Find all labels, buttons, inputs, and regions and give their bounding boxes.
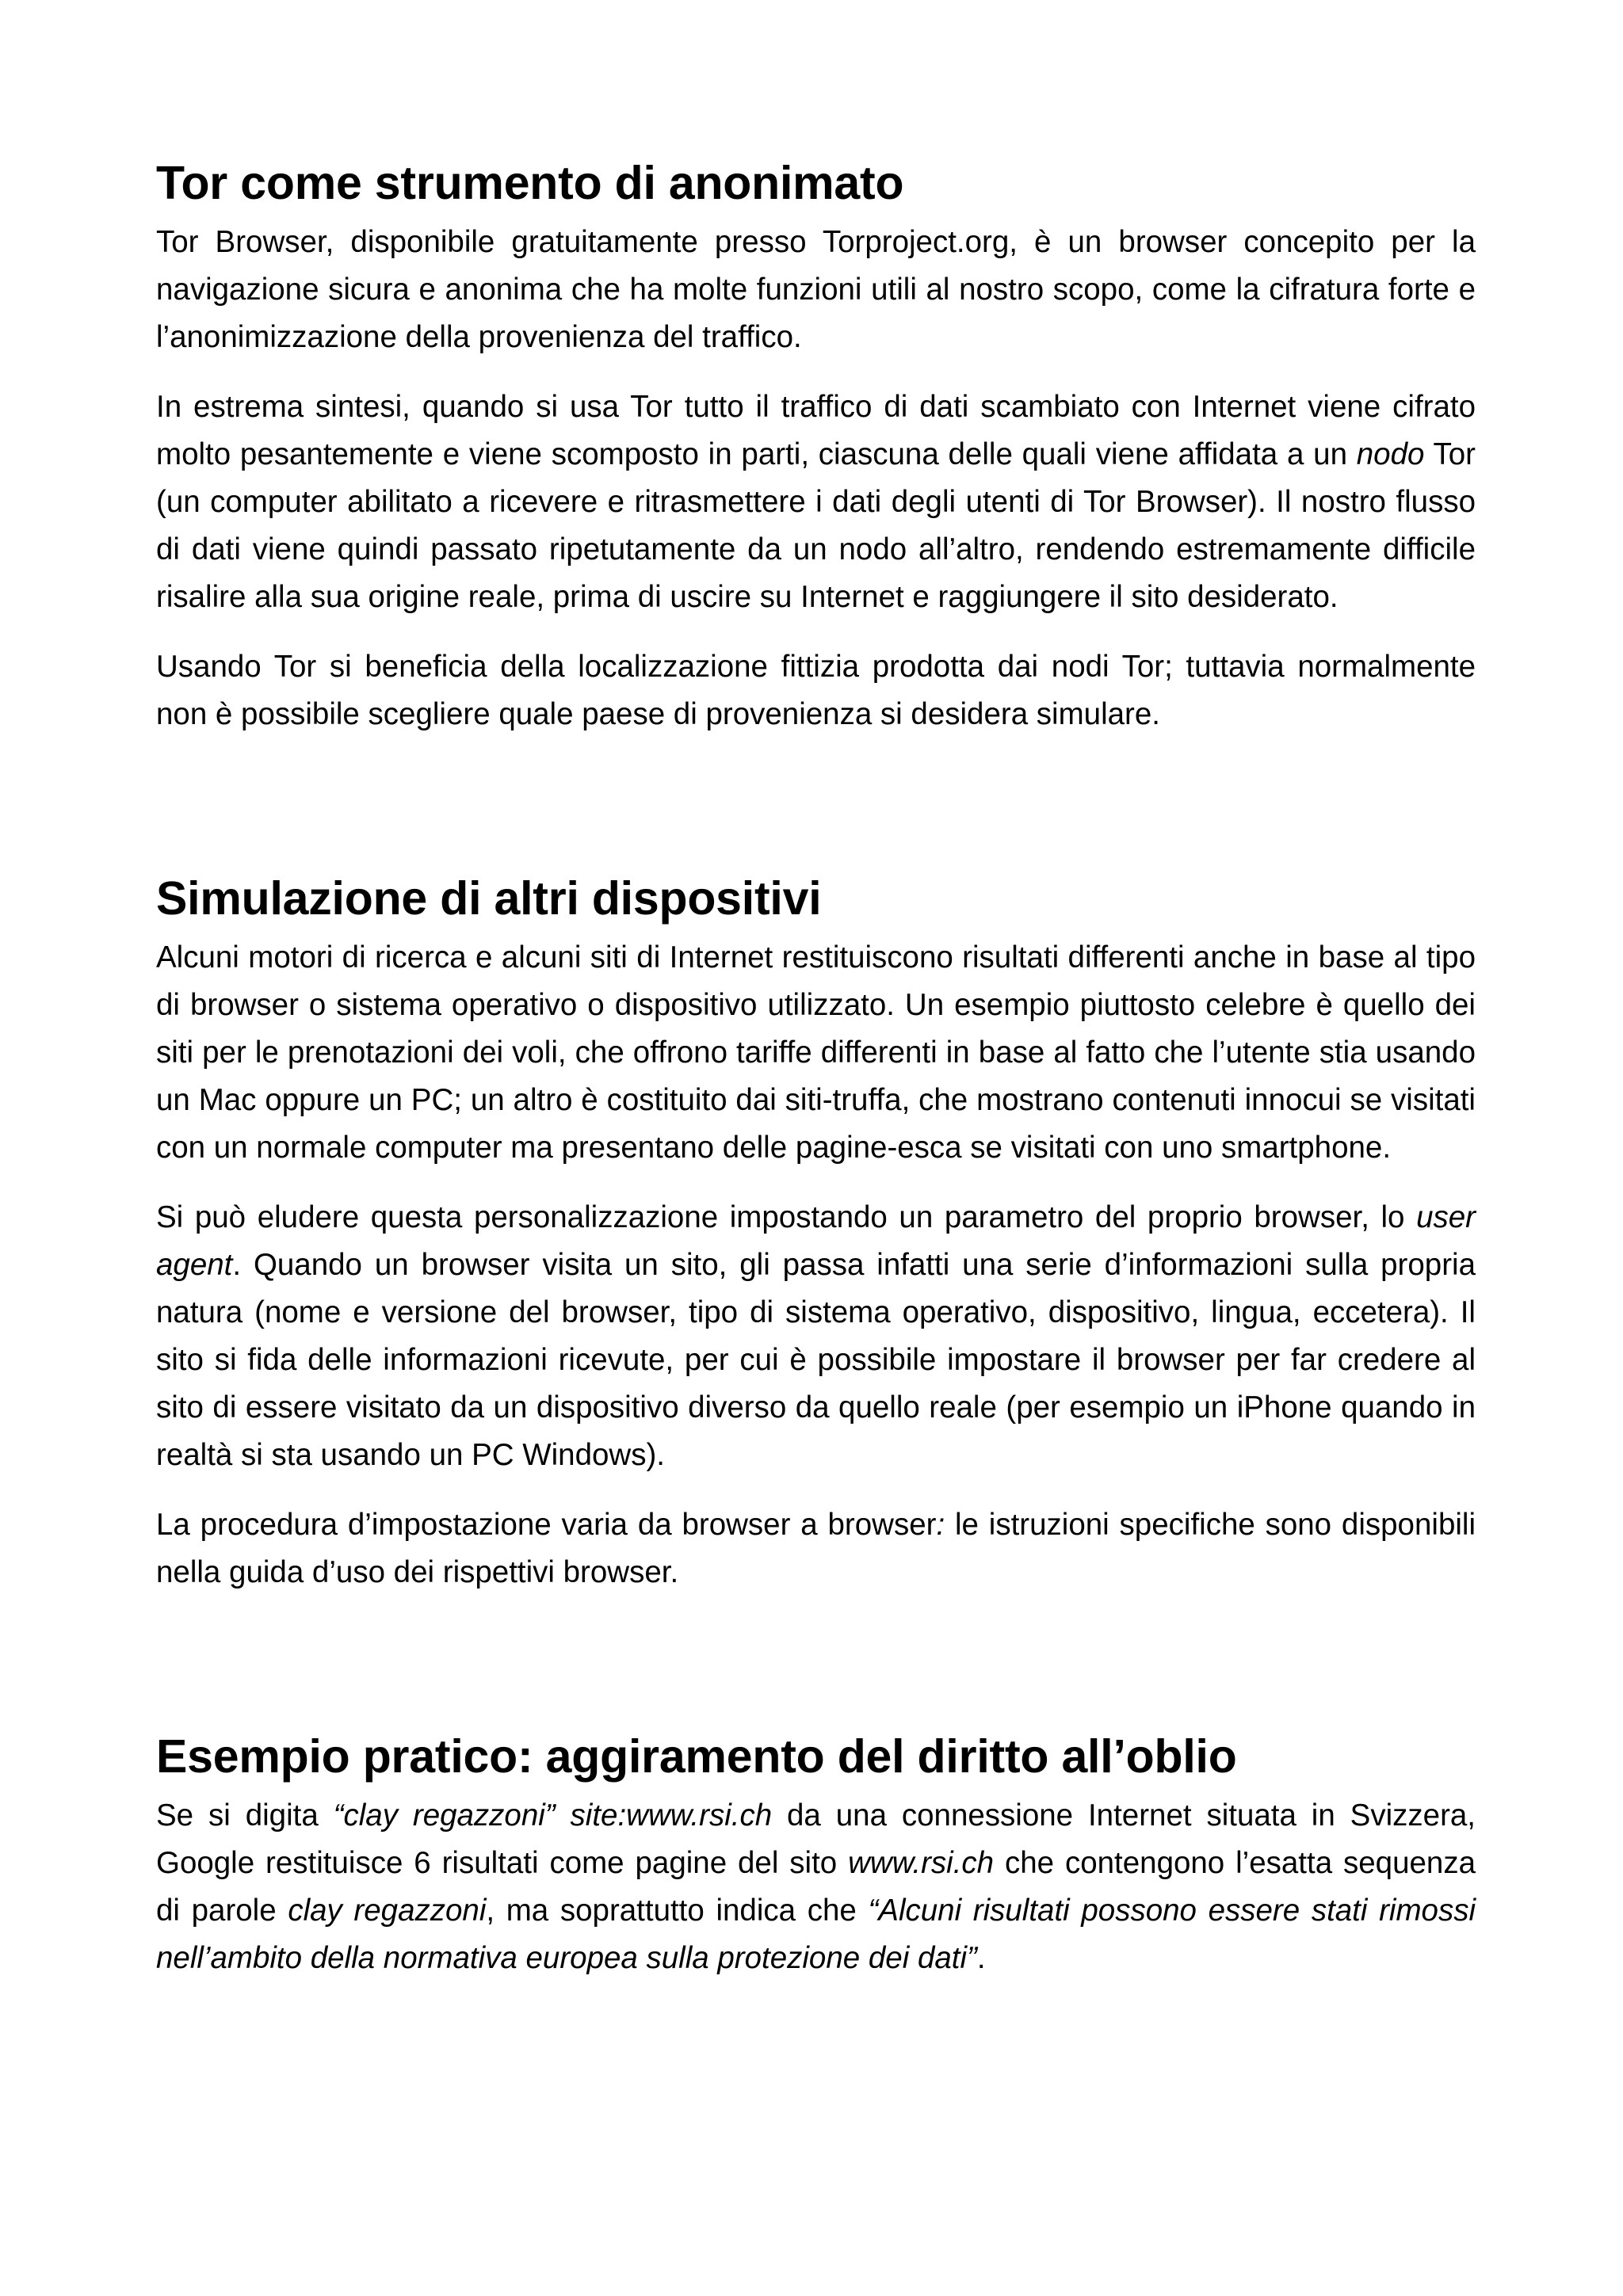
paragraph	[156, 643, 1476, 738]
italic-run: user agent	[156, 1200, 1476, 1282]
section-title: Esempio pratico: aggiramento del diritto all’oblio	[156, 1730, 1237, 1783]
paragraph	[156, 1792, 1476, 1982]
italic-run: nodo	[1356, 437, 1425, 471]
paragraph	[156, 1501, 1476, 1596]
text-run: In estrema sintesi, quando si usa Tor tutto il traffico di dati scambiato con Internet viene cifrato molto pesantemente e viene scomposto in parti, ciascuna delle quali viene affidata a un	[156, 390, 1476, 471]
text-run: Alcuni motori di ricerca e alcuni siti di Internet restituiscono risultati differenti anche in base al tipo di browser o sistema operativo o dispositivo utilizzato. Un esempio piuttosto celebre è quello dei siti per le prenotazioni dei voli, che offrono tariffe differenti in base al fatto che l’utente stia usando un Mac oppure un PC; un altro è costituito dai siti-truffa, che mostrano contenuti innocui se visitati con un normale computer ma presentano delle pagine-esca se visitati con uno smartphone.	[156, 940, 1476, 1165]
italic-run: :	[936, 1508, 945, 1542]
section-tor	[156, 151, 1476, 738]
italic-run: www.rsi.ch	[848, 1846, 995, 1880]
paragraph	[156, 934, 1476, 1172]
text-run: .	[976, 1941, 986, 1975]
document-page	[156, 151, 1476, 1982]
paragraph	[156, 219, 1476, 361]
text-run: le istruzioni specifiche sono disponibili nella guida d’uso dei rispettivi browser.	[156, 1508, 1476, 1589]
section-title: Simulazione di altri dispositivi	[156, 872, 822, 925]
text-run: che contengono l’esatta sequenza di parole	[156, 1846, 1476, 1928]
text-run: Tor Browser, disponibile gratuitamente presso Torproject.org, è un browser concepito per la navigazione sicura e anonima che ha molte funzioni utili al nostro scopo, come la cifratura forte e l’anonimizzazione della provenienza del traffico.	[156, 225, 1476, 354]
italic-run: “clay regazzoni” site:www.rsi.ch	[333, 1798, 773, 1833]
paragraph	[156, 1194, 1476, 1479]
text-run: . Quando un browser visita un sito, gli passa infatti una serie d’informazioni sulla propria natura (nome e versione del browser, tipo di sistema operativo, dispositivo, lingua, eccetera). Il sito si fida delle informazioni ricevute, per cui è possibile impostare il browser per far credere al sito di essere visitato da un dispositivo diverso da quello reale (per esempio un iPhone quando in realtà si sta usando un PC Windows).	[156, 1248, 1476, 1472]
text-run: Se si digita	[156, 1798, 334, 1833]
italic-run: “Alcuni risultati possono essere stati rimossi nell’ambito della normativa europea sulla protezione dei dati”	[156, 1894, 1476, 1975]
section-esempio	[156, 1724, 1476, 1982]
section-simulazione	[156, 866, 1476, 1596]
text-run: , ma soprattutto indica che	[486, 1894, 869, 1928]
italic-run: clay regazzoni	[288, 1894, 487, 1928]
text-run: La procedura d’impostazione varia da browser a browser	[156, 1508, 937, 1542]
text-run: Tor (un computer abilitato a ricevere e ritrasmettere i dati degli utenti di Tor Browser). Il nostro flusso di dati viene quindi passato ripetutamente da un nodo all’altro, rendendo estremamente difficile risalire alla sua origine reale, prima di uscire su Internet e raggiungere il sito desiderato.	[156, 437, 1476, 614]
paragraph	[156, 383, 1476, 621]
text-run: da una connessione Internet situata in Svizzera, Google restituisce 6 risultati come pagine del sito	[156, 1798, 1476, 1880]
text-run: Si può eludere questa personalizzazione impostando un parametro del proprio browser, lo	[156, 1200, 1417, 1234]
text-run: Usando Tor si beneficia della localizzazione fittizia prodotta dai nodi Tor; tuttavia normalmente non è possibile scegliere quale paese di provenienza si desidera simulare.	[156, 650, 1476, 731]
section-title: Tor come strumento di anonimato	[156, 157, 904, 209]
